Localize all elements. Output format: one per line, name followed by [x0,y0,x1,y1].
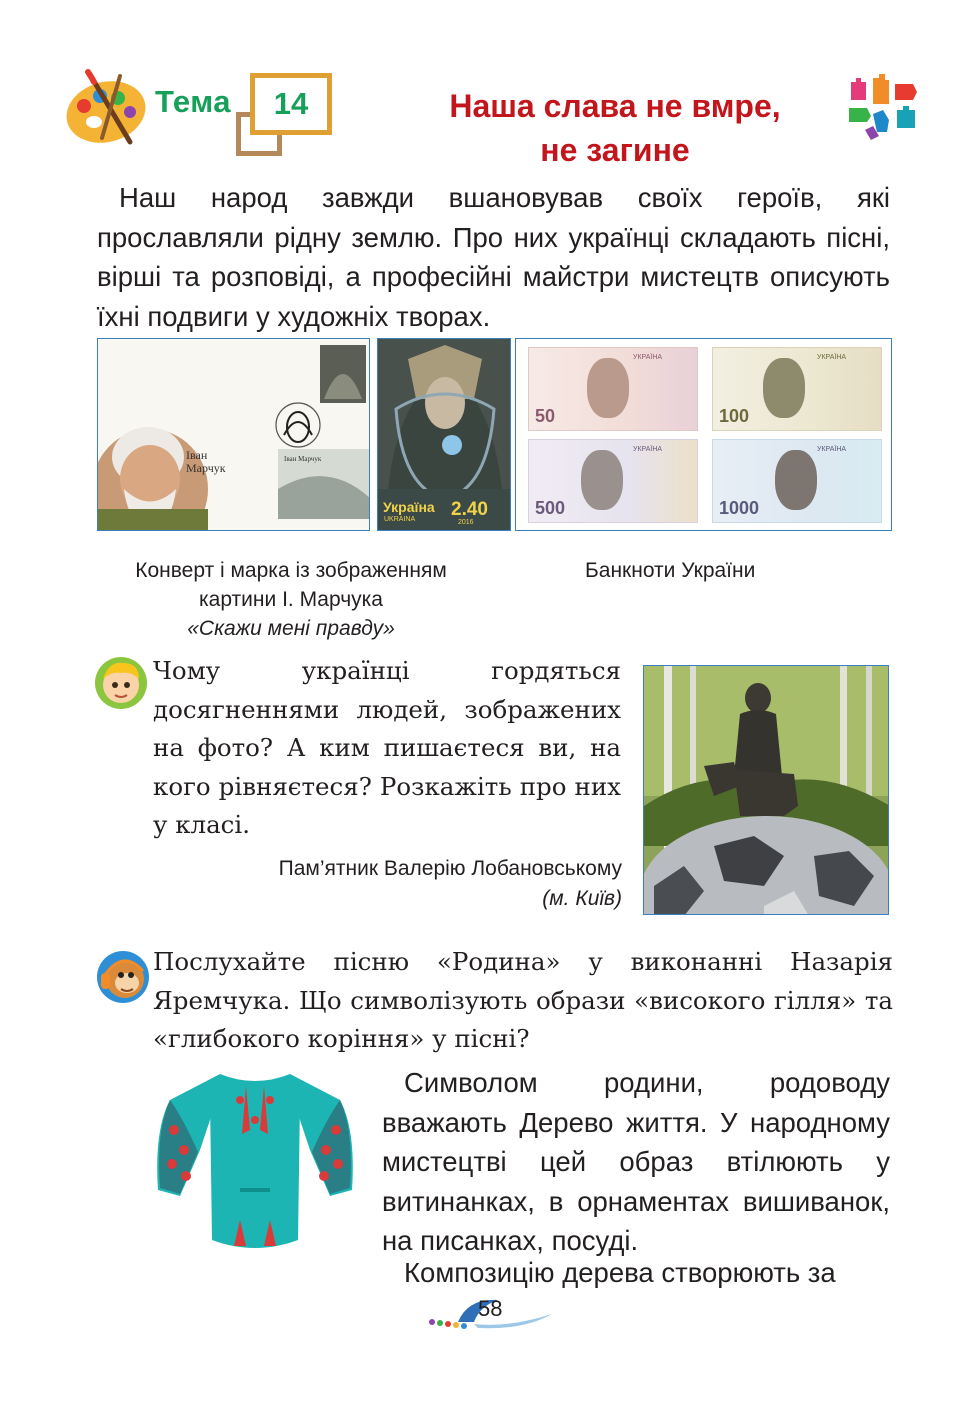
intro-paragraph: Наш народ завжди вшановував своїх героїв, які прославляли рідну землю. Про них українці складають пісні, вірші та розповіді, а професійні майстри мистецтв описують їхні подвиги у художніх творах. [97,182,890,332]
banknote-1000 [712,439,882,523]
banknote-500-value: 500 [535,498,566,518]
palette-icon [62,68,152,148]
banknote-100-value: 100 [719,406,750,426]
banknote-100-portrait [763,358,805,418]
question2-text: Послухайте пісню «Родина» у виконанні Назарія Яремчука. Що символізують образи «високого гілля» та «глибокого коріння» у пісні? [153,947,893,1053]
banknote-1000-label: УКРАЇНА [817,446,847,453]
paragraph-composition: Композицію дерева створюють за [404,1257,836,1288]
caption-banknotes: Банкноти України [585,559,756,582]
monkey-headphones-icon [95,949,151,1005]
banknote-100 [712,347,882,431]
banknote-50-value: 50 [535,406,556,426]
banknote-500-portrait [581,450,623,510]
stamp-year: 2016 [458,519,474,526]
caption-statue-line2: (м. Київ) [542,887,622,910]
envelope-illustration [98,339,370,531]
caption-statue [170,854,622,914]
page-title [390,84,840,172]
caption-envelope-line1: Конверт і марка із зображенням [135,559,447,582]
banknote-500 [528,439,698,523]
envelope-name-line2: Марчук [186,461,226,475]
banknotes-image [515,338,892,531]
banknote-1000-value: 1000 [719,498,760,518]
envelope-small-name: Іван Марчук [284,455,322,463]
envelope-name-line1: Іван [186,448,208,462]
page-number: 58 [478,1296,503,1321]
topic-number: 14 [273,86,309,121]
page-title-line1: Наша слава не вмре, [449,88,781,124]
banknote-100-label: УКРАЇНА [817,354,847,361]
caption-envelope-line3: «Скажи мені правду» [187,617,395,640]
caption-envelope-line2: картини І. Марчука [199,588,383,611]
banknote-50 [528,347,698,431]
colored-hands-icon [843,70,923,146]
question1-text: Чому українці гордяться досягненнями людей, зображених на фото? А ким пишаєтеся ви, на кого рівняєтеся? Розкажіть про них у класі. [153,656,621,839]
stamp-country: Україна [383,499,435,515]
banknote-500-label: УКРАЇНА [633,446,663,453]
stamp-country-latin: UKRAINA [384,516,416,523]
banknote-1000-portrait [775,450,817,510]
caption-envelope [97,556,485,643]
embroidered-dress-image [150,1060,360,1260]
statue-illustration [644,666,889,915]
page-title-line2: не загине [540,132,690,168]
stamp-value: 2.40 [451,499,488,520]
statue-photo [643,665,889,915]
stamp-image [377,338,511,531]
banknote-50-portrait [587,358,629,418]
banknote-50-label: УКРАЇНА [633,354,663,361]
thinking-boy-icon [93,655,149,711]
envelope-image [97,338,370,531]
paragraph-tree-of-life: Символом родини, родоводу вважають Дерево життя. У народному мистецтві цей образ втілюють у витинанках, в орнаментах вишиванок, на писанках, посуді. [382,1067,890,1256]
caption-statue-line1: Пам’ятник Валерію Лобановському [278,857,622,880]
topic-label: Тема [155,84,231,119]
